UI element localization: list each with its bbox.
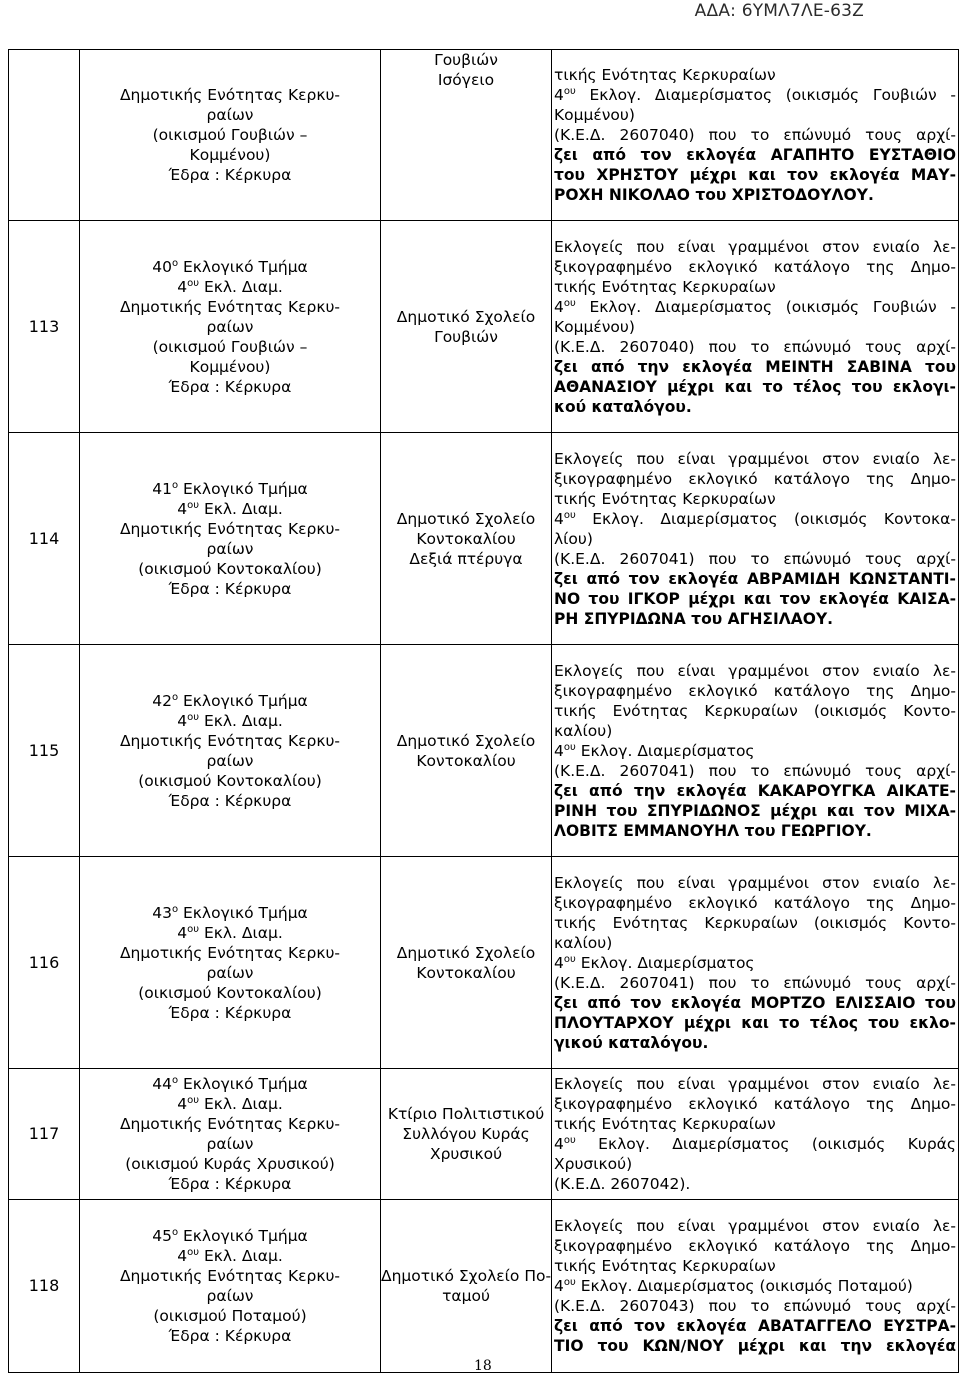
description-line: ζει από τον εκλογέα ΑΓΑΠΗΤΟ ΕΥΣΤΑΘΙΟ [554, 146, 956, 164]
description-line: Εκλογείς που είναι γραμμένοι στον ενιαίο λε- [554, 873, 956, 892]
description-line: ξικογραφημένο εκλογικό κατάλογο της Δημο- [554, 681, 956, 700]
section-cell [80, 221, 381, 433]
section-line: Έδρα : Κέρκυρα [168, 579, 292, 598]
location-line: ταμού [442, 1287, 490, 1305]
section-line: $43^o$ Εκλογικό Τμήμα [152, 903, 308, 922]
description-line: Κομμένου) [554, 106, 635, 124]
section-line: (οικισμού Κοντοκαλίου) [138, 983, 322, 1002]
section-line: $4^{o\upsilon}$ Εκλ. Διαμ. [177, 499, 283, 518]
section-line: $45^o$ Εκλογικό Τμήμα [152, 1227, 308, 1245]
description-line: $4^{o\upsilon}$ Εκλογ. Διαμερίσματος (οικισμός Κοντοκα- [554, 509, 956, 528]
description-line: ξικογραφημένο εκλογικό κατάλογο της Δημο- [554, 257, 956, 276]
section-line: $41^o$ Εκλογικό Τμήμα [152, 479, 308, 498]
description-line: $4^{o\upsilon}$ Εκλογ. Διαμερίσματος (οικισμός Κυράς [554, 1135, 956, 1153]
description-line: (Κ.Ε.Δ. 2607041) που το επώνυμό τους αρχί- [554, 973, 956, 992]
location-line: Δημοτικό Σχολείο [396, 731, 536, 750]
description-line: Εκλογείς που είναι γραμμένοι στον ενιαίο λε- [554, 449, 956, 468]
description-line: ζει από την εκλογέα ΜΕΙΝΤΗ ΣΑΒΙΝΑ του [554, 357, 956, 376]
description-line: κού καταλόγου. [554, 397, 692, 416]
description-line: ζει από τον εκλογέα ΜΟΡΤΖΟ ΕΛΙΣΣΑΙΟ του [554, 993, 956, 1012]
description-line: $4^{o\upsilon}$ Εκλογ. Διαμερίσματος [554, 741, 755, 760]
voters-description-cell [552, 857, 959, 1069]
section-line: ραίων [206, 1135, 254, 1153]
description-line: ΝΟ του ΙΓΚΟΡ μέχρι και τον εκλογέα ΚΑΙΣΑ- [554, 589, 956, 608]
row-number: 113 [9, 221, 80, 433]
table-row [9, 221, 959, 433]
section-line: Δημοτικής Ενότητας Κερκυ- [119, 731, 341, 750]
description-line: (Κ.Ε.Δ. 2607040) που το επώνυμό τους αρχί- [554, 126, 956, 144]
location-line: Δημοτικό Σχολείο [396, 307, 536, 326]
row-number: 114 [9, 433, 80, 645]
section-line: (οικισμού Ποταμού) [153, 1307, 307, 1325]
section-line: Δημοτικής Ενότητας Κερκυ- [119, 519, 341, 538]
description-line: Εκλογείς που είναι γραμμένοι στον ενιαίο λε- [554, 237, 956, 256]
section-line: ραίων [206, 317, 254, 336]
description-line: ΠΛΟΥΤΑΡΧΟΥ μέχρι και το τέλος του εκλο- [554, 1013, 956, 1032]
location-line: Κοντοκαλίου [416, 963, 516, 982]
description-line: ξικογραφημένο εκλογικό κατάλογο της Δημο- [554, 1095, 956, 1113]
description-line: (Κ.Ε.Δ. 2607041) που το επώνυμό τους αρχί- [554, 761, 956, 780]
section-line: (οικισμού Γουβιών – [152, 337, 308, 356]
location-line: Κοντοκαλίου [416, 751, 516, 770]
section-cell [80, 1200, 381, 1373]
description-line: $4^{o\upsilon}$ Εκλογ. Διαμερίσματος (οικισμός Γουβιών - [554, 86, 956, 104]
location-cell [381, 1200, 552, 1373]
row-number: 117 [9, 1069, 80, 1200]
section-line: $4^{o\upsilon}$ Εκλ. Διαμ. [177, 1095, 283, 1113]
location-cell [381, 433, 552, 645]
location-line: Δημοτικό Σχολείο [396, 509, 536, 528]
description-line: τικής Ενότητας Κερκυραίων [554, 277, 776, 296]
location-line: Γουβιών [434, 51, 498, 69]
description-line: ΡΟΧΗ ΝΙΚΟΛΑΟ του ΧΡΙΣΤΟΔΟΥΛΟΥ. [554, 186, 874, 204]
section-line: Δημοτικής Ενότητας Κερκυ- [119, 297, 341, 316]
section-line: $4^{o\upsilon}$ Εκλ. Διαμ. [177, 1247, 283, 1265]
table-row [9, 857, 959, 1069]
description-line: ζει από τον εκλογέα ΑΒΑΤΑΓΓΕΛΟ ΕΥΣΤΡΑ- [554, 1317, 956, 1335]
description-line: ΡΙΝΗ του ΣΠΥΡΙΔΩΝΟΣ μέχρι και τον ΜΙΧΑ- [554, 801, 956, 820]
description-line: γικού καταλόγου. [554, 1033, 709, 1052]
section-line: (οικισμού Γουβιών – [152, 126, 308, 144]
description-line: Εκλογείς που είναι γραμμένοι στον ενιαίο λε- [554, 1075, 956, 1093]
voters-description-cell [552, 221, 959, 433]
section-line: $44^o$ Εκλογικό Τμήμα [152, 1075, 308, 1093]
section-cell [80, 50, 381, 221]
section-line: ραίων [206, 539, 254, 558]
voters-description-cell [552, 645, 959, 857]
description-line: τικής Ενότητας Κερκυραίων [554, 66, 776, 84]
description-line: Εκλογείς που είναι γραμμένοι στον ενιαίο λε- [554, 661, 956, 680]
section-line: Έδρα : Κέρκυρα [168, 166, 292, 184]
description-line: ξικογραφημένο εκλογικό κατάλογο της Δημο- [554, 469, 956, 488]
description-line: τικής Ενότητας Κερκυραίων [554, 1257, 776, 1275]
section-line: Έδρα : Κέρκυρα [168, 1327, 292, 1345]
section-line: $40^o$ Εκλογικό Τμήμα [152, 257, 308, 276]
section-line: Έδρα : Κέρκυρα [168, 1175, 292, 1193]
description-line: τικής Ενότητας Κερκυραίων (οικισμός Κοντο- [554, 701, 956, 720]
location-line: Δεξιά πτέρυγα [409, 549, 523, 568]
page-number: 18 [474, 1358, 492, 1374]
section-cell [80, 433, 381, 645]
section-cell [80, 857, 381, 1069]
description-line: (Κ.Ε.Δ. 2607040) που το επώνυμό τους αρχί- [554, 337, 956, 356]
description-line: καλίου) [554, 721, 613, 740]
row-number [9, 50, 80, 221]
description-line: τικής Ενότητας Κερκυραίων [554, 489, 776, 508]
description-line: Εκλογείς που είναι γραμμένοι στον ενιαίο λε- [554, 1217, 956, 1235]
location-line: Χρυσικού [429, 1145, 503, 1163]
row-number: 118 [9, 1200, 80, 1373]
section-cell [80, 1069, 381, 1200]
section-line: Δημοτικής Ενότητας Κερκυ- [119, 943, 341, 962]
section-line: $4^{o\upsilon}$ Εκλ. Διαμ. [177, 923, 283, 942]
section-line: Έδρα : Κέρκυρα [168, 1003, 292, 1022]
polling-stations-table [8, 49, 959, 1373]
description-line: ζει από τον εκλογέα ΑΒΡΑΜΙΔΗ ΚΩΝΣΤΑΝΤΙ- [554, 569, 956, 588]
description-line: (Κ.Ε.Δ. 2607043) που το επώνυμό τους αρχί- [554, 1297, 956, 1315]
table-row [9, 1069, 959, 1200]
section-line: Έδρα : Κέρκυρα [168, 791, 292, 810]
description-line: λίου) [554, 529, 593, 548]
description-line: (Κ.Ε.Δ. 2607041) που το επώνυμό τους αρχί- [554, 549, 956, 568]
description-line: $4^{o\upsilon}$ Εκλογ. Διαμερίσματος (οικισμός Γουβιών - [554, 297, 956, 316]
description-line: Κομμένου) [554, 317, 635, 336]
location-cell [381, 1069, 552, 1200]
table-row [9, 1200, 959, 1373]
voters-description-cell [552, 433, 959, 645]
voters-description-cell [552, 50, 959, 221]
description-line: ΤΙΟ του ΚΩΝ/ΝΟΥ μέχρι και την εκλογέα [554, 1337, 956, 1355]
location-line: Κοντοκαλίου [416, 529, 516, 548]
description-line: ξικογραφημένο εκλογικό κατάλογο της Δημο- [554, 893, 956, 912]
table-row [9, 645, 959, 857]
section-line: Δημοτικής Ενότητας Κερκυ- [119, 1267, 341, 1285]
description-line: τικής Ενότητας Κερκυραίων [554, 1115, 776, 1133]
description-line: ΛΟΒΙΤΣ ΕΜΜΑΝΟΥΗΛ του ΓΕΩΡΓΙΟΥ. [554, 821, 872, 840]
location-line: Συλλόγου Κυράς [402, 1125, 530, 1143]
row-number: 115 [9, 645, 80, 857]
section-line: Έδρα : Κέρκυρα [168, 377, 292, 396]
table-row [9, 433, 959, 645]
row-number: 116 [9, 857, 80, 1069]
section-line: $4^{o\upsilon}$ Εκλ. Διαμ. [177, 277, 283, 296]
ada-code: ΑΔΑ: 6ΥΜΛ7ΛΕ-63Ζ [694, 1, 864, 21]
description-line: Χρυσικού) [554, 1155, 633, 1173]
voters-description-cell [552, 1200, 959, 1373]
section-cell [80, 645, 381, 857]
location-cell [381, 645, 552, 857]
location-line: Γουβιών [434, 327, 498, 346]
description-line: $4^{o\upsilon}$ Εκλογ. Διαμερίσματος [554, 953, 755, 972]
section-line: Κομμένου) [189, 146, 271, 164]
description-line: ΑΘΑΝΑΣΙΟΥ μέχρι και το τέλος του εκλογι- [554, 377, 956, 396]
section-line: ραίων [206, 963, 254, 982]
location-cell [381, 857, 552, 1069]
description-line: του ΧΡΗΣΤΟΥ μέχρι και τον εκλογέα ΜΑΥ- [554, 166, 956, 184]
description-line: $4^{o\upsilon}$ Εκλογ. Διαμερίσματος (οικισμός Ποταμού) [554, 1277, 913, 1295]
description-line: καλίου) [554, 933, 613, 952]
table-row [9, 50, 959, 221]
section-line: (οικισμού Κοντοκαλίου) [138, 771, 322, 790]
section-line: $42^o$ Εκλογικό Τμήμα [152, 691, 308, 710]
location-line: Δημοτικό Σχολείο [396, 943, 536, 962]
description-line: (Κ.Ε.Δ. 2607042). [554, 1175, 691, 1193]
section-line: ραίων [206, 751, 254, 770]
description-line: ξικογραφημένο εκλογικό κατάλογο της Δημο- [554, 1237, 956, 1255]
section-line: Δημοτικής Ενότητας Κερκυ- [119, 1115, 341, 1133]
description-line: ζει από την εκλογέα ΚΑΚΑΡΟΥΓΚΑ ΑΙΚΑΤΕ- [554, 781, 956, 800]
location-cell [381, 221, 552, 433]
section-line: Κομμένου) [189, 357, 271, 376]
section-line: (οικισμού Κοντοκαλίου) [138, 559, 322, 578]
description-line: ΡΗ ΣΠΥΡΙΔΩΝΑ του ΑΓΗΣΙΛΑΟΥ. [554, 609, 834, 628]
location-cell [381, 50, 552, 221]
voters-description-cell [552, 1069, 959, 1200]
location-line: Κτίριο Πολιτιστικού [387, 1105, 545, 1123]
section-line: ραίων [206, 106, 254, 124]
section-line: $4^{o\upsilon}$ Εκλ. Διαμ. [177, 711, 283, 730]
location-line: Δημοτικό Σχολείο Πο- [381, 1267, 552, 1285]
section-line: Δημοτικής Ενότητας Κερκυ- [119, 86, 341, 104]
location-line: Ισόγειο [437, 71, 495, 89]
section-line: ραίων [206, 1287, 254, 1305]
section-line: (οικισμού Κυράς Χρυσικού) [125, 1155, 335, 1173]
description-line: τικής Ενότητας Κερκυραίων (οικισμός Κοντο- [554, 913, 956, 932]
